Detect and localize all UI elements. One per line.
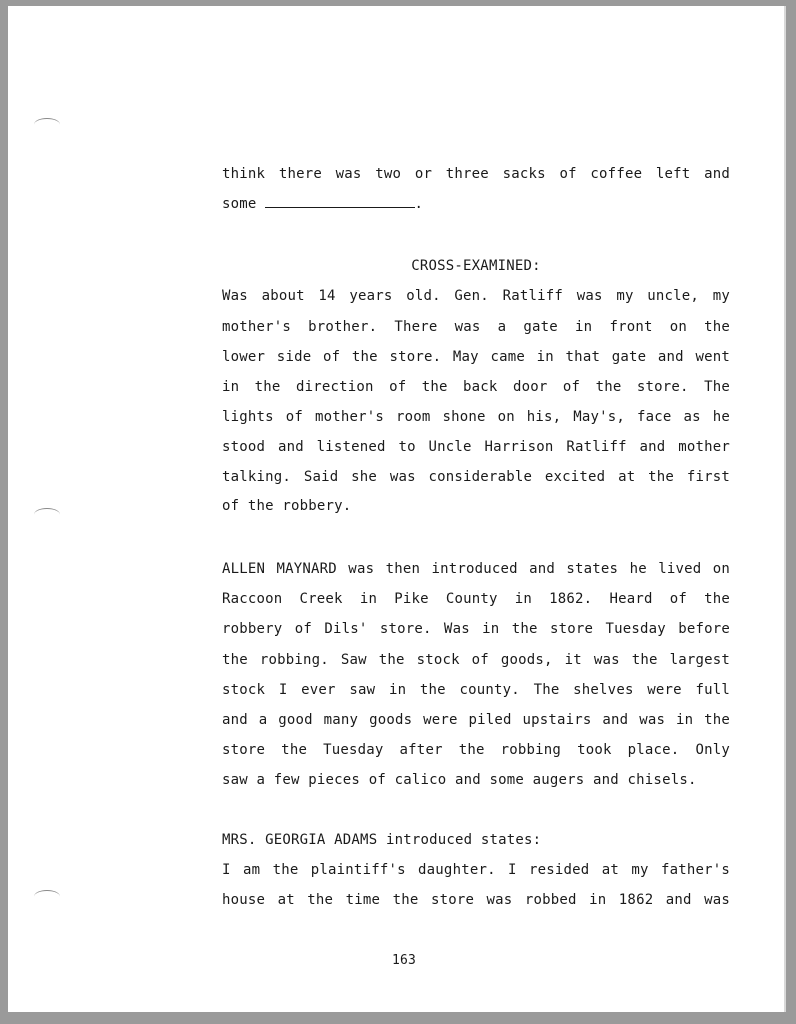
text-line: think there was two or three sacks of coffee left and — [222, 166, 730, 182]
text-line: mother's brother. There was a gate in front on the — [222, 319, 730, 335]
text-line: in the direction of the back door of the store. The — [222, 379, 730, 395]
text-line: house at the time the store was robbed in 1862 and was — [222, 892, 730, 908]
text-line: stock I ever saw in the county. The shelves were full — [222, 682, 730, 698]
page-number: 163 — [391, 953, 417, 968]
text-line: Raccoon Creek in Pike County in 1862. Heard of the — [222, 591, 730, 607]
text-line: saw a few pieces of calico and some augers and chisels. — [222, 772, 697, 788]
text-fragment: some — [222, 196, 257, 212]
section-heading: CROSS-EXAMINED: — [411, 258, 541, 274]
punch-hole-mark — [34, 890, 60, 903]
text-line: I am the plaintiff's daughter. I resided at my father's — [222, 862, 730, 878]
text-line: robbery of Dils' store. Was in the store Tuesday before — [222, 621, 730, 637]
text-line: stood and listened to Uncle Harrison Ratliff and mother — [222, 439, 730, 455]
text-line: store the Tuesday after the robbing took place. Only — [222, 742, 730, 758]
text-line: lower side of the store. May came in that gate and went — [222, 349, 730, 365]
fill-in-blank — [265, 206, 415, 208]
text-line: the robbing. Saw the stock of goods, it was the largest — [222, 652, 730, 668]
punch-hole-mark — [34, 118, 60, 131]
text-line: lights of mother's room shone on his, May's, face as he — [222, 409, 730, 425]
text-line: of the robbery. — [222, 498, 352, 514]
text-line: talking. Said she was considerable excited at the first — [222, 469, 730, 485]
page-edge — [784, 6, 786, 1012]
text-line: Was about 14 years old. Gen. Ratliff was my uncle, my — [222, 288, 730, 304]
punch-hole-mark — [34, 508, 60, 521]
text-fragment: . — [414, 196, 424, 212]
text-line: ALLEN MAYNARD was then introduced and states he lived on — [222, 561, 730, 577]
text-line: and a good many goods were piled upstairs and was in the — [222, 712, 730, 728]
text-line-with-blank — [222, 196, 423, 212]
text-line: MRS. GEORGIA ADAMS introduced states: — [222, 832, 542, 848]
